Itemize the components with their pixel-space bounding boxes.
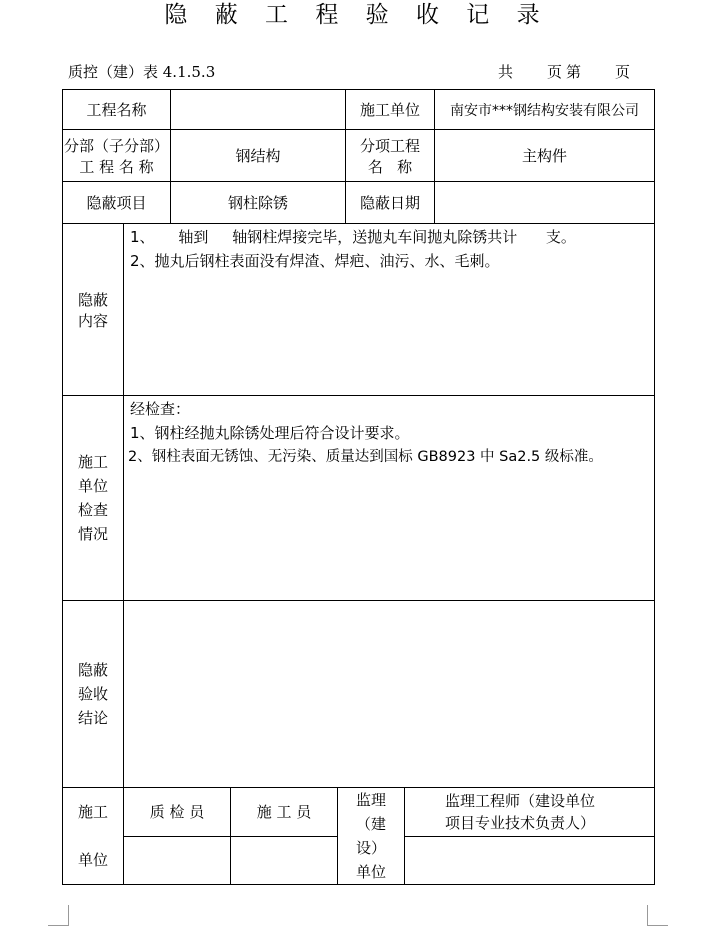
page-title: 隐 蔽 工 程 验 收 记 录 bbox=[164, 2, 550, 28]
division-label bbox=[63, 130, 171, 182]
engineer-label bbox=[405, 788, 655, 837]
engineer-signature-field[interactable] bbox=[405, 836, 655, 885]
hidden-item-field[interactable]: 钢柱除锈 bbox=[171, 182, 346, 224]
construction-unit-line1: 施工 bbox=[77, 803, 108, 821]
inspection-field[interactable] bbox=[124, 396, 655, 601]
division-label-line2: 工 程 名 称 bbox=[79, 157, 154, 176]
project-name-label: 工程名称 bbox=[63, 90, 171, 130]
content-line-1: 1、 轴到 轴钢柱焊接完毕，送抛丸车间抛丸除锈共计 支。 bbox=[130, 228, 576, 246]
supervision-line1: 监理 bbox=[356, 791, 387, 809]
project-name-field[interactable] bbox=[171, 90, 346, 130]
hidden-item-label: 隐蔽项目 bbox=[63, 182, 171, 224]
page-corner-mark-right bbox=[647, 905, 668, 926]
page-total-label: 共 bbox=[498, 63, 514, 81]
builder-field[interactable]: 南安市***钢结构安装有限公司 bbox=[435, 90, 655, 130]
supervision-line3: 设） bbox=[356, 839, 387, 857]
supervision-label bbox=[338, 788, 405, 885]
page-nth-label: 第 bbox=[566, 63, 582, 81]
inspection-line-2: 1、钢柱经抛丸除锈处理后符合设计要求。 bbox=[130, 424, 410, 442]
construction-unit-label bbox=[63, 788, 124, 885]
inspection-line-3: 2、钢柱表面无锈蚀、无污染、质量达到国标 GB8923 中 Sa2.5 级标准。 bbox=[128, 449, 603, 465]
conclusion-label bbox=[63, 601, 124, 788]
qc-signature-field[interactable] bbox=[124, 836, 231, 885]
construction-unit-line2: 单位 bbox=[77, 851, 108, 869]
conclusion-label-line3: 结论 bbox=[77, 709, 108, 727]
content-line-2: 2、抛丸后钢柱表面没有焊渣、焊疤、油污、水、毛刺。 bbox=[130, 252, 500, 270]
inspection-label bbox=[63, 396, 124, 601]
engineer-label-line2: 项目专业技术负责人） bbox=[445, 813, 596, 832]
content-label-line1: 隐蔽 bbox=[77, 290, 108, 309]
record-table bbox=[62, 89, 655, 885]
supervision-line2: （建 bbox=[356, 815, 387, 833]
worker-label: 施 工 员 bbox=[231, 788, 338, 837]
builder-label: 施工单位 bbox=[346, 90, 435, 130]
item-label bbox=[346, 130, 435, 182]
page-unit-label-2: 页 bbox=[615, 63, 631, 81]
conclusion-label-line1: 隐蔽 bbox=[77, 661, 108, 679]
form-code: 质控（建）表 4.1.5.3 bbox=[68, 63, 216, 81]
engineer-label-line1: 监理工程师（建设单位 bbox=[445, 791, 596, 810]
page-info bbox=[498, 61, 630, 82]
content-label-line2: 内容 bbox=[77, 311, 108, 330]
inspection-label-line1: 施工 bbox=[77, 453, 108, 471]
inspection-label-line4: 情况 bbox=[77, 525, 108, 543]
inspection-label-line2: 单位 bbox=[77, 477, 108, 495]
content-label bbox=[63, 224, 124, 396]
division-label-line1: 分部（子分部） bbox=[64, 136, 170, 155]
conclusion-label-line2: 验收 bbox=[77, 685, 108, 703]
supervision-line4: 单位 bbox=[356, 863, 387, 881]
content-field[interactable] bbox=[124, 224, 655, 396]
hidden-date-field[interactable] bbox=[435, 182, 655, 224]
item-label-line1: 分项工程 bbox=[360, 136, 421, 155]
worker-signature-field[interactable] bbox=[231, 836, 338, 885]
inspection-label-line3: 检查 bbox=[77, 501, 108, 519]
division-field[interactable]: 钢结构 bbox=[171, 130, 346, 182]
conclusion-field[interactable] bbox=[124, 601, 655, 788]
page-corner-mark-left bbox=[48, 905, 69, 926]
inspection-line-1: 经检查： bbox=[130, 400, 191, 418]
qc-label: 质 检 员 bbox=[124, 788, 231, 837]
item-label-line2: 名 称 bbox=[367, 157, 413, 176]
hidden-date-label: 隐蔽日期 bbox=[346, 182, 435, 224]
item-field[interactable]: 主构件 bbox=[435, 130, 655, 182]
page-unit-label: 页 bbox=[547, 63, 563, 81]
